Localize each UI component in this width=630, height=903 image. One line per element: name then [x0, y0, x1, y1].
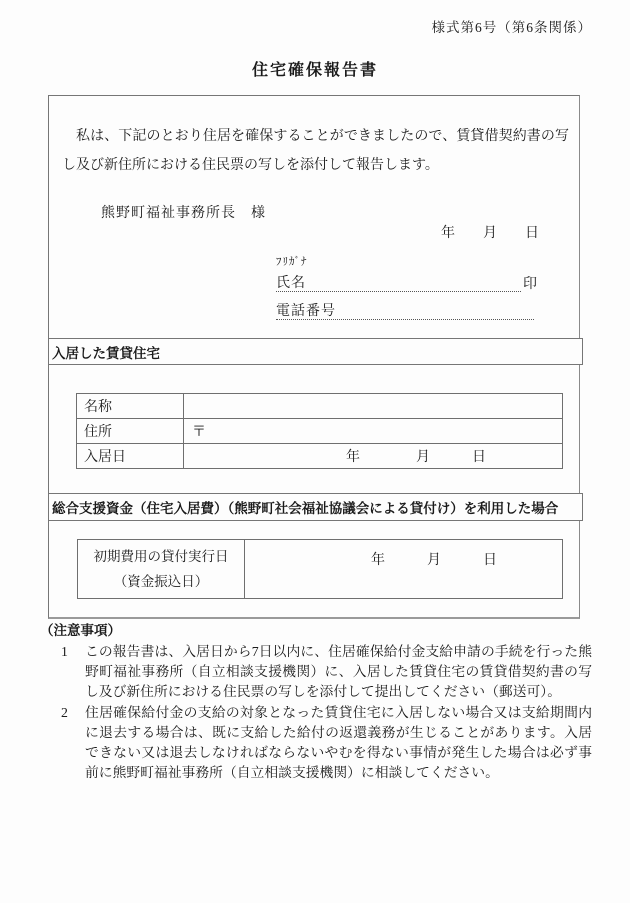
- note-number: 1: [61, 644, 68, 659]
- table-row: [77, 419, 562, 444]
- row-label-movein-date: 入居日: [77, 444, 184, 468]
- section-heading-rental: [48, 338, 583, 365]
- loan-table: [77, 539, 563, 599]
- intro-paragraph: 私は、下記のとおり住居を確保することができましたので、賃貸借契約書の写し及び新住所における住民票の写しを添付して報告します。: [62, 129, 569, 173]
- note-item-2: [40, 703, 592, 783]
- section-heading-loan-label: 総合支援資金（住宅入居費）（熊野町社会福祉協議会による貸付け）を利用した場合: [52, 501, 559, 516]
- phone-field: [276, 300, 534, 320]
- loan-row-label: [78, 540, 245, 598]
- loan-label-line1: 初期費用の貸付実行日: [93, 549, 229, 564]
- phone-label: 電話番号: [276, 304, 336, 319]
- row-value-movein-date: 年 月 日: [346, 450, 486, 465]
- note-number: 2: [61, 705, 68, 720]
- report-form-box: [48, 95, 580, 619]
- report-date-field: 年 月 日: [441, 226, 539, 241]
- table-row: [77, 444, 562, 468]
- row-label-address: 住所: [77, 419, 184, 443]
- notes-section: [40, 619, 592, 784]
- loan-label-line2: （資金振込日）: [113, 574, 209, 589]
- note-item-1: [40, 642, 592, 702]
- name-label: 氏名: [276, 276, 306, 291]
- section-heading-loan: [48, 493, 583, 521]
- row-value-address: 〒: [192, 425, 206, 440]
- notes-heading: （注意事項）: [40, 623, 121, 638]
- name-field: [276, 272, 521, 292]
- row-value-name: [184, 394, 562, 418]
- form-number: 様式第6号（第6条関係）: [431, 20, 592, 35]
- note-text: 住居確保給付金の支給の対象となった賃貸住宅に入居しない場合又は支給期間内に退去する場合は、既に支給した給付の返還義務が生じることがあります。入居できない又は退去しなければならないやむを得ない事情が発生した場合は必ず事前に熊野町福祉事務所（自立相談支援機関）に相談してください。: [85, 705, 592, 780]
- document-title: 住宅確保報告書: [251, 62, 378, 79]
- row-label-name: 名称: [77, 394, 184, 418]
- table-row: [77, 394, 562, 419]
- seal-mark: 印: [523, 277, 537, 292]
- rental-housing-table: [76, 393, 563, 469]
- section-heading-rental-label: 入居した賃貸住宅: [52, 345, 160, 361]
- furigana-label: ﾌﾘｶﾞﾅ: [276, 256, 308, 268]
- loan-date-field: 年 月 日: [371, 553, 497, 568]
- note-text: この報告書は、入居日から7日以内に、住居確保給付金支給申請の手続を行った熊野町福祉事務所（自立相談支援機関）に、入居した賃貸住宅の賃貸借契約書の写し及び新住所における住民票の写しを添付して提出してください（郵送可）。: [85, 644, 592, 699]
- addressee-line: 熊野町福祉事務所長 様: [101, 206, 266, 221]
